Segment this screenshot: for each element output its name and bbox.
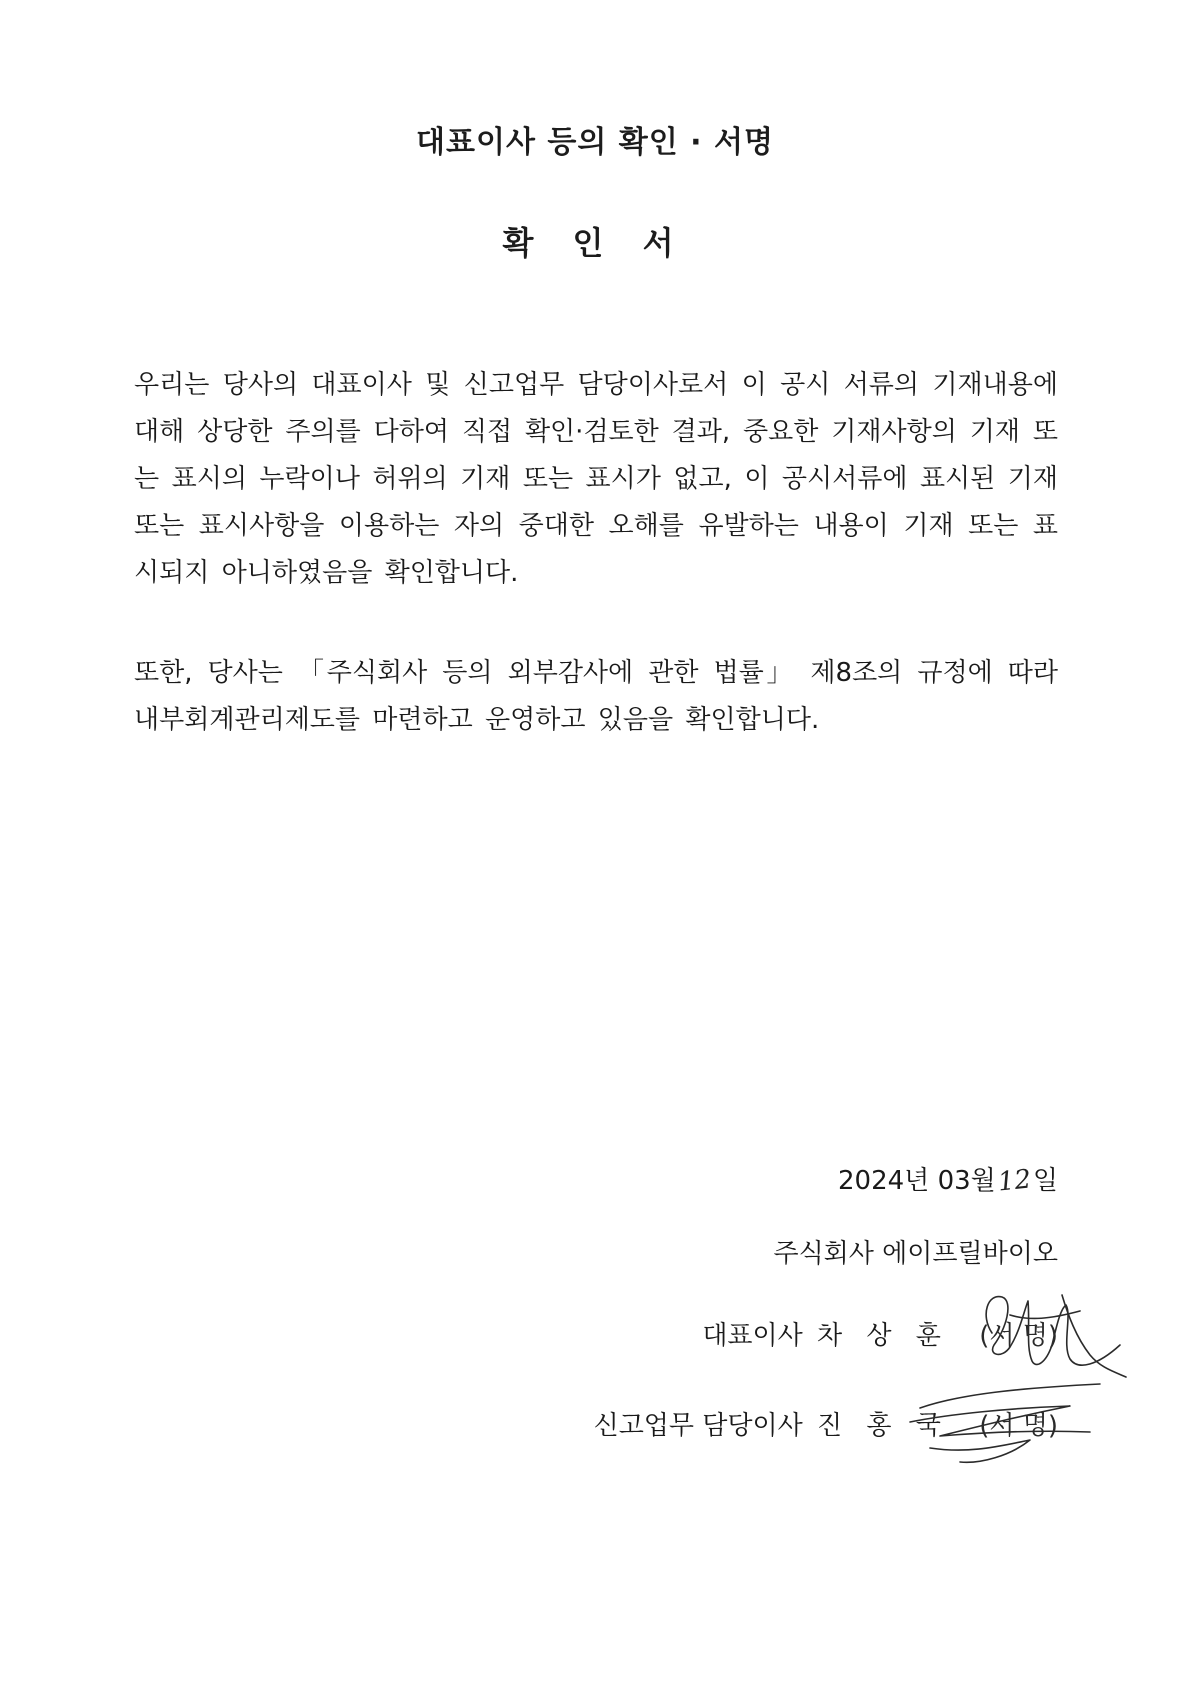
date-day-handwritten: 12 (996, 1164, 1033, 1198)
officer-name: 진 홍 국 (817, 1411, 949, 1441)
ceo-sign-mark: (서 명) (979, 1321, 1058, 1351)
document-title: 대표이사 등의 확인 · 서명 (416, 125, 774, 160)
document-subtitle: 확 인 서 (502, 224, 688, 262)
ceo-title: 대표이사 (702, 1321, 803, 1351)
date-year: 2024년 (838, 1166, 930, 1196)
officer-signature-line (594, 1405, 1058, 1442)
date-day-suffix: 일 (1032, 1166, 1058, 1196)
officer-sign-mark: (서 명) (979, 1411, 1058, 1441)
ceo-name: 차 상 훈 (817, 1321, 949, 1351)
confirmation-paragraph: 우리는 당사의 대표이사 및 신고업무 담당이사로서 이 공시 서류의 기재내용에 대해 상당한 주의를 다하여 직접 확인·검토한 결과, 중요한 기재사항의 기재 또는 표시의 누락이나 허위의 기재 또는 표시가 없고, 이 공시서류에 표시된 기재 또는 표시사항을 이용하는 자의 중대한 오해를 유발하는 내용이 기재 또는 표시되지 아니하였음을 확인합니다. (134, 370, 1058, 588)
company-name: 주식회사 에이프릴바이오 (773, 1239, 1058, 1269)
date-month: 03월 (937, 1166, 996, 1196)
ceo-signature-line (702, 1315, 1058, 1352)
document-date (838, 1160, 1058, 1197)
officer-title: 신고업무 담당이사 (593, 1411, 803, 1441)
internal-control-paragraph: 또한, 당사는 「주식회사 등의 외부감사에 관한 법률」 제8조의 규정에 따라 내부회계관리제도를 마련하고 운영하고 있음을 확인합니다. (134, 658, 1058, 735)
